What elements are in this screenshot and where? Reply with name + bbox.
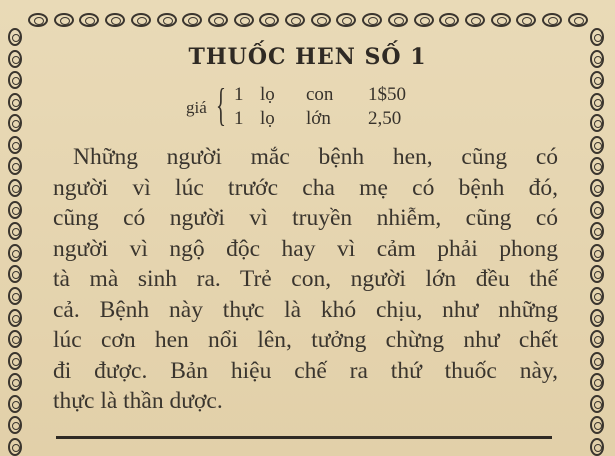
border-ornament-icon [182, 13, 202, 27]
border-ornament-icon [8, 157, 22, 175]
body-line: đi được. Bản hiệu chế ra thứ thuốc này, [53, 357, 558, 384]
border-ornament-icon [590, 136, 604, 154]
brace-glyph: { [216, 79, 226, 130]
body-line: người vì lúc trước cha mẹ có bệnh đó, [53, 174, 558, 201]
border-ornament-icon [590, 93, 604, 111]
border-ornament-icon [8, 136, 22, 154]
body-line: người vì ngộ độc hay vì cảm phải phong [53, 235, 558, 262]
border-ornament-icon [590, 71, 604, 89]
body-paragraph [53, 142, 558, 417]
border-ornament-icon [234, 13, 254, 27]
border-ornament-icon [362, 13, 382, 27]
border-ornament-icon [590, 395, 604, 413]
price-qty: 1 [234, 84, 244, 105]
border-ornament-icon [590, 287, 604, 305]
border-ornament-icon [491, 13, 511, 27]
ornamental-border-left [4, 28, 26, 456]
border-ornament-icon [8, 352, 22, 370]
border-ornament-icon [8, 71, 22, 89]
border-ornament-icon [8, 395, 22, 413]
border-ornament-icon [590, 330, 604, 348]
border-ornament-icon [105, 13, 125, 27]
border-ornament-icon [590, 416, 604, 434]
border-ornament-icon [8, 93, 22, 111]
border-ornament-icon [590, 157, 604, 175]
price-unit: lọ [260, 84, 275, 105]
border-ornament-icon [8, 330, 22, 348]
border-ornament-icon [568, 13, 588, 27]
border-ornament-icon [8, 309, 22, 327]
border-ornament-icon [8, 373, 22, 391]
border-ornament-icon [8, 416, 22, 434]
border-ornament-icon [590, 114, 604, 132]
border-ornament-icon [285, 13, 305, 27]
border-ornament-icon [131, 13, 151, 27]
price-label: giá [186, 98, 207, 117]
border-ornament-icon [414, 13, 434, 27]
border-ornament-icon [259, 13, 279, 27]
border-ornament-icon [388, 13, 408, 27]
price-unit: lọ [260, 108, 275, 129]
border-ornament-icon [336, 13, 356, 27]
border-ornament-icon [590, 373, 604, 391]
price-row [234, 84, 406, 106]
border-ornament-icon [590, 265, 604, 283]
border-ornament-icon [208, 13, 228, 27]
body-line: cũng có người vì truyền nhiễm, cũng có [53, 205, 558, 231]
border-ornament-icon [465, 13, 485, 27]
ornamental-border-right [586, 28, 608, 456]
body-line: lúc cơn hen nổi lên, tưởng chừng như chết [53, 327, 558, 353]
border-ornament-icon [311, 13, 331, 27]
border-ornament-icon [8, 438, 22, 456]
border-ornament-icon [590, 201, 604, 219]
price-size: con [306, 84, 334, 105]
border-ornament-icon [590, 222, 604, 240]
border-ornament-icon [54, 13, 74, 27]
bottom-rule [56, 436, 552, 439]
price-amount: 2,50 [368, 108, 402, 129]
border-ornament-icon [8, 201, 22, 219]
border-ornament-icon [590, 179, 604, 197]
price-amount: 1$50 [368, 84, 406, 105]
body-line: thực là thần dược. [53, 388, 223, 414]
border-ornament-icon [8, 265, 22, 283]
price-qty: 1 [234, 108, 244, 129]
body-line: Những người mắc bệnh hen, cũng có [73, 144, 558, 170]
border-ornament-icon [590, 244, 604, 262]
price-size: lớn [306, 108, 331, 129]
border-ornament-icon [439, 13, 459, 27]
border-ornament-icon [8, 179, 22, 197]
border-ornament-icon [8, 114, 22, 132]
border-ornament-icon [516, 13, 536, 27]
border-ornament-icon [157, 13, 177, 27]
border-ornament-icon [8, 287, 22, 305]
border-ornament-icon [8, 244, 22, 262]
border-ornament-icon [79, 13, 99, 27]
body-line: cả. Bệnh này thực là khó chịu, như những [53, 296, 558, 323]
page-title: THUỐC HEN SỐ 1 [188, 44, 427, 70]
border-ornament-icon [542, 13, 562, 27]
border-ornament-icon [590, 438, 604, 456]
price-list [186, 79, 446, 132]
body-line: tà mà sinh ra. Trẻ con, người lớn đều thế [53, 266, 558, 292]
border-ornament-icon [590, 352, 604, 370]
border-ornament-icon [28, 13, 48, 27]
border-ornament-icon [590, 309, 604, 327]
border-ornament-icon [8, 222, 22, 240]
price-row [234, 108, 401, 130]
ornamental-border-top [28, 8, 588, 32]
